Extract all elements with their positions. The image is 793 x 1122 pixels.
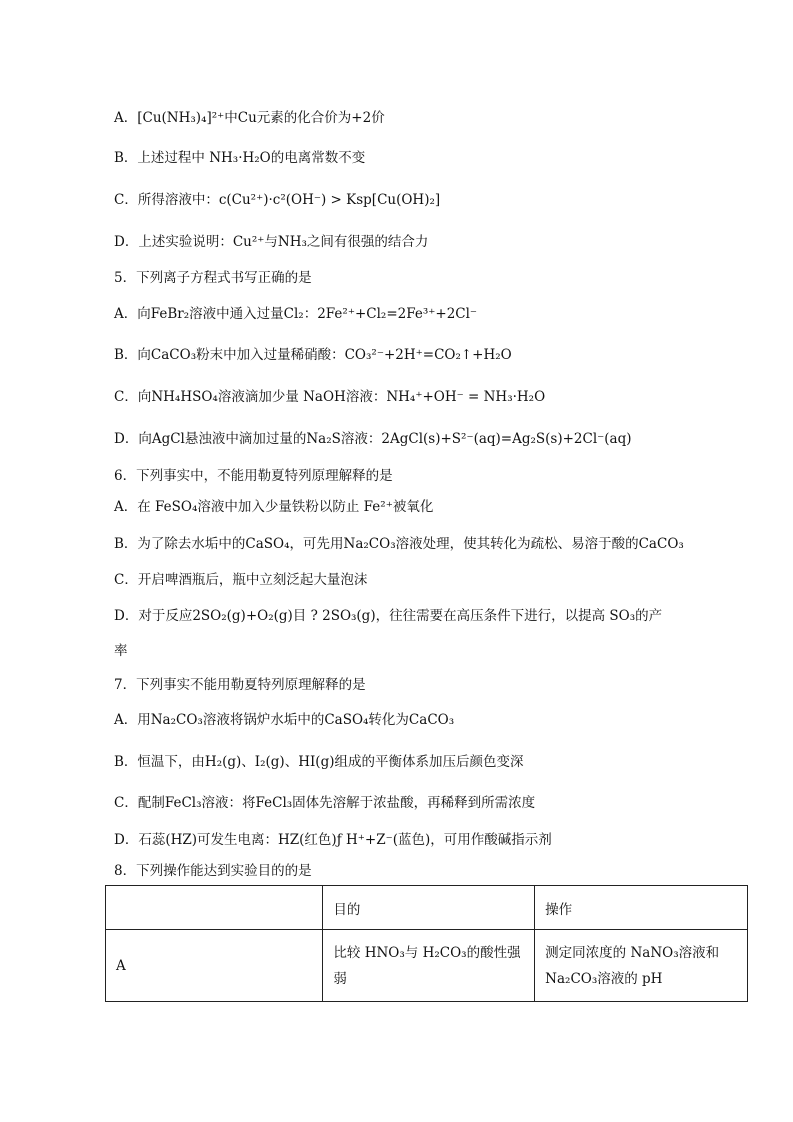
q7-option-c: C．配制FeCl₃溶液：将FeCl₃固体先溶解于浓盐酸，再稀释到所需浓度 [114, 795, 536, 811]
q4-option-d: D．上述实验说明：Cu²⁺与NH₃之间有很强的结合力 [114, 234, 429, 250]
q6-stem: 6．下列事实中，不能用勒夏特列原理解释的是 [114, 468, 393, 484]
q7-stem: 7．下列事实不能用勒夏特列原理解释的是 [114, 677, 366, 693]
table-cell-operation-line-1: 测定同浓度的 NaNO₃溶液和 [545, 944, 720, 961]
q6-option-d: D．对于反应2SO₂(g)+O₂(g)目 ? 2SO₃(g)，往往需要在高压条件下进行，以提高 SO₃的产 [114, 608, 663, 624]
q5-option-c: C．向NH₄HSO₄溶液滴加少量 NaOH溶液：NH₄⁺+OH⁻ = NH₃·H₂O [114, 389, 546, 405]
q5-option-b: B．向CaCO₃粉末中加入过量稀硝酸：CO₃²⁻+2H⁺=CO₂↑+H₂O [114, 347, 512, 363]
q6-option-a: A．在 FeSO₄溶液中加入少量铁粉以防止 Fe²⁺被氧化 [114, 499, 434, 515]
table-header-operation: 操作 [535, 886, 748, 930]
table-header-option [106, 886, 323, 930]
q5-option-d: D．向AgCl悬浊液中滴加过量的Na₂S溶液：2AgCl(s)+S²⁻(aq)=Ag₂S(s)+2Cl⁻(aq) [114, 431, 632, 447]
q8-table [105, 885, 748, 1002]
q7-option-d: D．石蕊(HZ)可发生电离：HZ(红色)ƒ H⁺+Z⁻(蓝色)，可用作酸碱指示剂 [114, 832, 552, 848]
q4-option-a: A．[Cu(NH₃)₄]²⁺中Cu元素的化合价为+2价 [114, 110, 385, 126]
table-cell-operation [535, 930, 748, 1002]
q6-option-d-continuation: 率 [114, 643, 128, 659]
table-header-purpose: 目的 [323, 886, 535, 930]
table-cell-operation-line-2: Na₂CO₃溶液的 pH [545, 970, 663, 987]
q4-option-b: B．上述过程中 NH₃·H₂O的电离常数不变 [114, 150, 366, 166]
q7-option-b: B．恒温下，由H₂(g)、I₂(g)、HI(g)组成的平衡体系加压后颜色变深 [114, 754, 524, 770]
q8-stem: 8．下列操作能达到实验目的的是 [114, 863, 312, 879]
q6-option-b: B．为了除去水垢中的CaSO₄，可先用Na₂CO₃溶液处理，使其转化为疏松、易溶于酸的CaCO₃ [114, 536, 684, 552]
table-row [106, 930, 748, 1002]
q7-option-a: A．用Na₂CO₃溶液将锅炉水垢中的CaSO₄转化为CaCO₃ [114, 712, 455, 728]
q5-option-a: A．向FeBr₂溶液中通入过量Cl₂：2Fe²⁺+Cl₂=2Fe³⁺+2Cl⁻ [114, 306, 478, 322]
q6-option-c: C．开启啤酒瓶后，瓶中立刻泛起大量泡沫 [114, 572, 368, 588]
table-cell-option: A [106, 930, 323, 1002]
q4-option-c: C．所得溶液中：c(Cu²⁺)·c²(OH⁻) > Ksp[Cu(OH)₂] [114, 192, 441, 208]
table-cell-purpose: 比较 HNO₃与 H₂CO₃的酸性强弱 [323, 930, 535, 1002]
table-header-row [106, 886, 748, 930]
q5-stem: 5．下列离子方程式书写正确的是 [114, 270, 312, 286]
